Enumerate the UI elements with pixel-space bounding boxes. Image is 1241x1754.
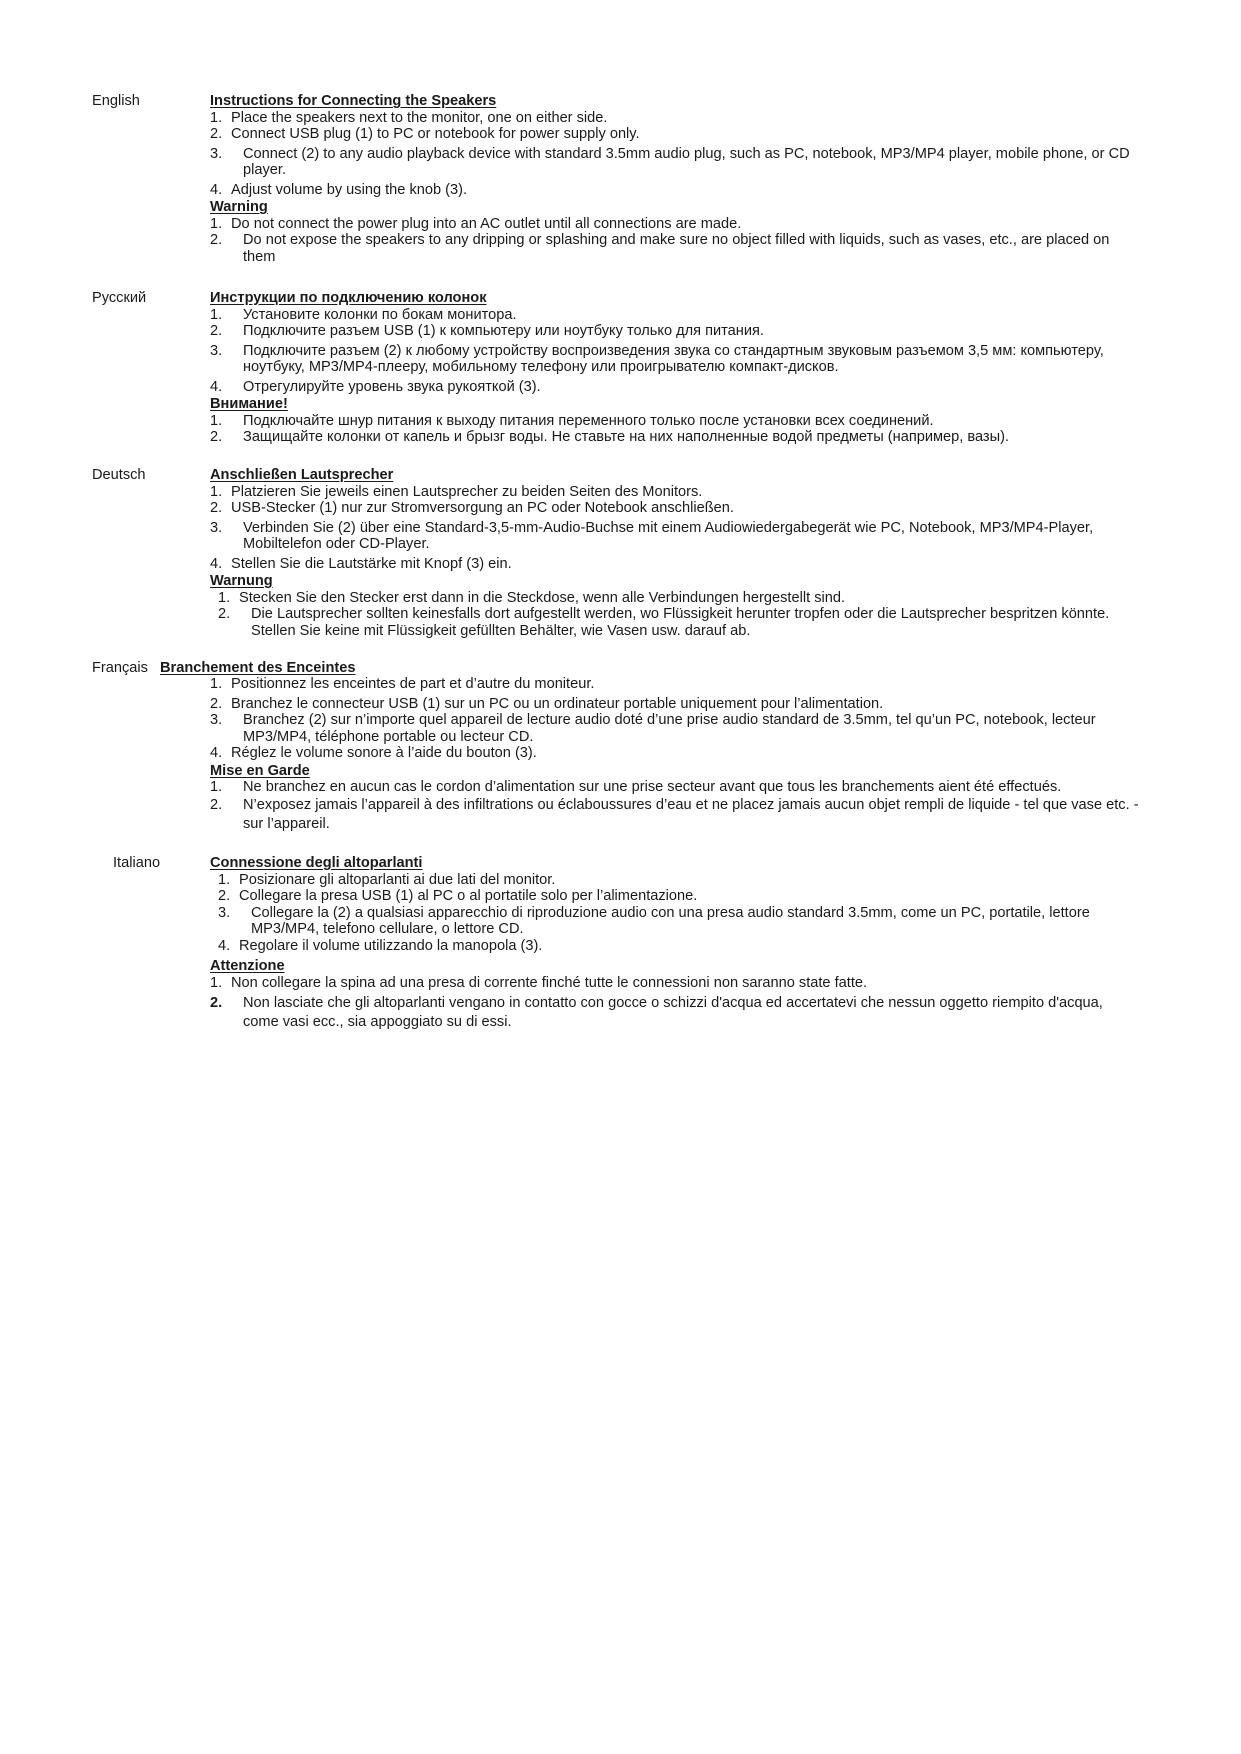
item-text: Stellen Sie die Lautstärke mit Knopf (3) ein.	[231, 555, 512, 572]
item-number: 4.	[210, 555, 223, 572]
list-item	[210, 323, 1140, 340]
section-title: Instructions for Connecting the Speakers	[210, 93, 497, 109]
section-title: Инструкции по подключению колонок	[210, 290, 487, 306]
item-number: 2.	[210, 429, 223, 445]
warning-title: Warnung	[210, 573, 273, 589]
warnings-list	[218, 590, 1140, 640]
item-number: 3.	[218, 904, 231, 921]
item-number: 1.	[210, 676, 223, 692]
item-number: 4.	[210, 378, 223, 395]
item-text: Подключите разъем USB (1) к компьютеру или ноутбуку только для питания.	[243, 323, 764, 339]
item-number: 2.	[210, 232, 223, 248]
list-item	[218, 872, 1140, 889]
list-item	[218, 606, 1140, 639]
warning-title: Mise en Garde	[210, 762, 310, 779]
item-number: 1.	[210, 483, 223, 500]
warnings-list	[210, 779, 1140, 834]
list-item	[210, 500, 1140, 517]
item-text: Posizionare gli altoparlanti ai due lati del monitor.	[239, 871, 556, 888]
warnings-list	[210, 413, 1140, 446]
section-content	[210, 467, 1140, 639]
language-label: Italiano	[113, 855, 161, 871]
item-text: Ne branchez en aucun cas le cordon d’alimentation sur une prise secteur avant que tous les branchements aient été effectués.	[243, 779, 1062, 795]
item-number: 2.	[210, 500, 223, 516]
language-label: Русский	[92, 290, 147, 306]
item-text: Защищайте колонки от капель и брызг воды. Не ставьте на них наполненные водой предметы (например, вазы).	[243, 429, 1009, 445]
item-text: Branchez (2) sur n’importe quel appareil de lecture audio doté d’une prise audio standard de 3.5mm, tel qu’un PC, notebook, lecteur MP3/MP4, téléphone portable ou lecteur CD.	[243, 712, 1096, 745]
list-item	[210, 429, 1140, 446]
item-number: 2.	[210, 695, 223, 712]
item-text: N’exposez jamais l’appareil à des infiltrations ou éclaboussures d’eau et ne placez jamais aucun objet rempli de liquide - tel que vase etc. - sur l’appareil.	[243, 796, 1139, 832]
section-content	[210, 676, 1140, 834]
item-number: 3.	[210, 712, 223, 728]
item-text: Collegare la (2) a qualsiasi apparecchio di riproduzione audio con una presa audio standard 3.5mm, come un PC, portatile, lettore MP3/MP4, telefono cellulare, o lettore CD.	[251, 904, 1090, 937]
language-label: Français	[92, 660, 148, 676]
list-item	[218, 590, 1140, 607]
warnings-list	[210, 216, 1140, 266]
section-content	[210, 290, 1140, 446]
item-text: Place the speakers next to the monitor, one on either side.	[231, 109, 608, 126]
item-number: 2.	[210, 126, 223, 142]
section-title: Branchement des Enceintes	[160, 660, 356, 676]
item-text: Regolare il volume utilizzando la manopola (3).	[239, 937, 543, 954]
item-number: 1.	[210, 215, 223, 232]
list-item	[218, 888, 1140, 905]
item-text: Positionnez les enceintes de part et d’autre du moniteur.	[231, 676, 595, 692]
list-item	[210, 379, 1140, 396]
item-number: 2.	[210, 796, 223, 813]
list-item	[210, 712, 1140, 745]
item-number: 2.	[218, 888, 231, 904]
item-text: Stecken Sie den Stecker erst dann in die Steckdose, wenn alle Verbindungen hergestellt sind.	[239, 589, 846, 606]
item-number: 3.	[210, 145, 223, 162]
item-text: Подключите разъем (2) к любому устройству воспроизведения звука со стандартным звуковым разъемом 3,5 мм: компьютеру, ноутбуку, MP3/MP4-плееру, мобильному телефону или проигрывателю компакт-дисков.	[243, 342, 1104, 375]
item-text: Установите колонки по бокам монитора.	[243, 306, 517, 323]
list-item	[210, 696, 1140, 713]
item-text: Do not connect the power plug into an AC outlet until all connections are made.	[231, 215, 742, 232]
steps-list	[210, 110, 1140, 199]
item-text: Подключайте шнур питания к выходу питания переменного только после установки всех соединений.	[243, 412, 934, 429]
steps-list	[210, 484, 1140, 573]
item-number: 1.	[218, 589, 231, 606]
item-text: Branchez le connecteur USB (1) sur un PC ou un ordinateur portable uniquement pour l’alimentation.	[231, 695, 884, 712]
list-item	[210, 182, 1140, 199]
steps-list	[210, 676, 1140, 762]
item-number: 1.	[210, 974, 223, 991]
warnings-list	[210, 975, 1140, 1033]
warning-title: Warning	[210, 199, 268, 215]
item-number: 3.	[210, 342, 223, 359]
list-item	[218, 905, 1140, 938]
steps-list	[210, 307, 1140, 396]
item-number: 4.	[210, 745, 223, 761]
item-text: Do not expose the speakers to any dripping or splashing and make sure no object filled with liquids, such as vases, etc., are placed on them	[243, 232, 1110, 265]
section-content	[210, 855, 1140, 1032]
item-text: Réglez le volume sonore à l’aide du bouton (3).	[231, 745, 537, 761]
item-number: 4.	[218, 937, 231, 954]
item-number: 1.	[210, 412, 223, 429]
list-item	[210, 676, 1140, 693]
item-text: Die Lautsprecher sollten keinesfalls dort aufgestellt werden, wo Flüssigkeit herunter tropfen oder die Lautsprecher bespritzen könnte. Stellen Sie keine mit Flüssigkeit gefüllten Behälter, wie Vasen usw. darauf ab.	[251, 606, 1110, 639]
item-text: Non collegare la spina ad una presa di corrente finché tutte le connessioni non saranno state fatte.	[231, 974, 868, 991]
section-content	[210, 93, 1140, 265]
item-text: Non lasciate che gli altoparlanti vengano in contatto con gocce o schizzi d'acqua ed accertatevi che nessun oggetto riempito d'acqua, come vasi ecc., sia appoggiato su di essi.	[243, 995, 1103, 1030]
list-item	[210, 484, 1140, 501]
list-item	[210, 232, 1140, 265]
list-item	[210, 994, 1140, 1032]
list-item	[210, 126, 1140, 143]
steps-list	[218, 872, 1140, 955]
item-number: 2.	[218, 606, 231, 622]
language-label: English	[92, 93, 140, 109]
item-text: Connect (2) to any audio playback device with standard 3.5mm audio plug, such as PC, notebook, MP3/MP4 player, mobile phone, or CD player.	[243, 145, 1130, 178]
list-item	[210, 975, 1140, 992]
list-item	[210, 779, 1140, 796]
item-number: 2.	[210, 995, 223, 1011]
list-item	[210, 796, 1140, 834]
list-item	[218, 938, 1140, 955]
item-text: Connect USB plug (1) to PC or notebook for power supply only.	[231, 126, 640, 142]
list-item	[210, 745, 1140, 762]
list-item	[210, 110, 1140, 127]
list-item	[210, 307, 1140, 324]
item-number: 3.	[210, 519, 223, 536]
item-number: 1.	[210, 306, 223, 323]
warning-title: Attenzione	[210, 958, 285, 974]
item-number: 4.	[210, 181, 223, 198]
item-text: USB-Stecker (1) nur zur Stromversorgung an PC oder Notebook anschließen.	[231, 500, 734, 516]
list-item	[210, 343, 1140, 376]
section-title: Anschließen Lautsprecher	[210, 467, 394, 483]
item-text: Platzieren Sie jeweils einen Lautsprecher zu beiden Seiten des Monitors.	[231, 483, 703, 500]
item-text: Collegare la presa USB (1) al PC o al portatile solo per l’alimentazione.	[239, 888, 698, 904]
item-text: Отрегулируйте уровень звука рукояткой (3).	[243, 378, 541, 395]
list-item	[210, 556, 1140, 573]
warning-title: Внимание!	[210, 396, 288, 412]
item-text: Verbinden Sie (2) über eine Standard-3,5-mm-Audio-Buchse mit einem Audiowiedergabegerät wie PC, Notebook, MP3/MP4-Player, Mobiltelefon oder CD-Player.	[243, 519, 1094, 552]
item-number: 1.	[210, 109, 223, 126]
item-number: 1.	[210, 779, 223, 795]
list-item	[210, 520, 1140, 553]
list-item	[210, 146, 1140, 179]
list-item	[210, 216, 1140, 233]
item-number: 2.	[210, 323, 223, 339]
language-label: Deutsch	[92, 467, 146, 483]
list-item	[210, 413, 1140, 430]
section-title: Connessione degli altoparlanti	[210, 855, 423, 871]
item-text: Adjust volume by using the knob (3).	[231, 181, 468, 198]
item-number: 1.	[218, 871, 231, 888]
